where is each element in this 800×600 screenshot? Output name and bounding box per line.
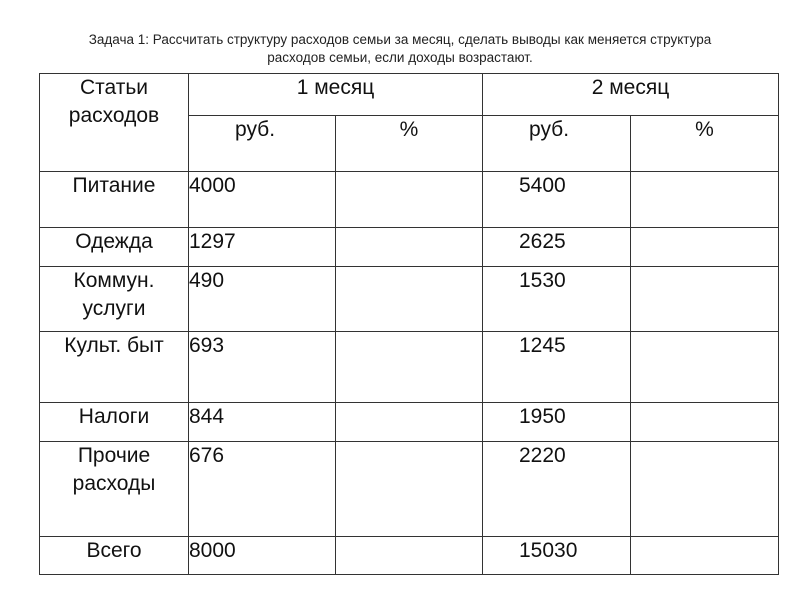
month-2-percent-cell — [631, 228, 779, 267]
month-2-percent-cell — [631, 332, 779, 403]
month-1-rub-header: руб. — [189, 116, 336, 172]
expense-item-name — [40, 332, 189, 403]
month-1-rub-cell: 490 — [189, 267, 336, 332]
expense-item-name-line-2: услуги — [82, 297, 146, 320]
month-2-rub-cell: 1530 — [483, 267, 631, 332]
expense-item-name — [40, 172, 189, 228]
task-statement-line-1: Задача 1: Рассчитать структуру расходов семьи за месяц, сделать выводы как меняется структура — [88, 32, 712, 47]
month-2-percent-cell — [631, 172, 779, 228]
month-1-percent-cell — [336, 332, 483, 403]
table-row — [40, 403, 779, 442]
month-2-header: 2 месяц — [483, 74, 779, 116]
expense-structure-table — [39, 73, 779, 575]
table-row — [40, 228, 779, 267]
expense-items-header-line-2: расходов — [68, 104, 160, 127]
month-2-rub-cell: 2220 — [483, 442, 631, 537]
expense-item-name — [40, 267, 189, 332]
month-2-percent-cell — [631, 537, 779, 575]
month-2-rub-cell: 5400 — [483, 172, 631, 228]
month-2-percent-cell — [631, 403, 779, 442]
expense-item-name-line-1: Культ. быт — [64, 334, 164, 357]
expense-item-name-line-1: Питание — [72, 174, 156, 197]
month-2-percent-header: % — [631, 116, 779, 172]
month-2-percent-cell — [631, 267, 779, 332]
expense-item-name-line-1: Всего — [86, 539, 142, 562]
total-row — [40, 537, 779, 575]
table-row — [40, 267, 779, 332]
table-row — [40, 332, 779, 403]
month-1-percent-cell — [336, 228, 483, 267]
expense-item-name — [40, 537, 189, 575]
table-row — [40, 172, 779, 228]
month-2-rub-cell: 2625 — [483, 228, 631, 267]
month-1-rub-cell: 1297 — [189, 228, 336, 267]
expense-item-name-line-1: Одежда — [75, 230, 153, 253]
month-2-rub-cell: 1245 — [483, 332, 631, 403]
task-statement — [20, 31, 780, 67]
expense-item-name-line-1: Налоги — [78, 405, 150, 428]
month-1-header: 1 месяц — [189, 74, 483, 116]
table-row — [40, 442, 779, 537]
month-1-percent-cell — [336, 442, 483, 537]
month-1-percent-cell — [336, 403, 483, 442]
expense-item-name — [40, 403, 189, 442]
expense-item-name — [40, 442, 189, 537]
task-statement-line-2: расходов семьи, если доходы возрастают. — [267, 50, 533, 65]
month-2-percent-cell — [631, 442, 779, 537]
month-1-percent-cell — [336, 537, 483, 575]
expense-item-name — [40, 228, 189, 267]
month-2-rub-cell: 1950 — [483, 403, 631, 442]
month-1-percent-cell — [336, 172, 483, 228]
expense-items-header — [40, 74, 189, 172]
expense-item-name-line-1: Прочие — [77, 444, 151, 467]
month-2-rub-header: руб. — [483, 116, 631, 172]
month-1-rub-cell: 676 — [189, 442, 336, 537]
expense-items-header-line-1: Статьи — [79, 76, 149, 99]
expense-item-name-line-1: Коммун. — [73, 269, 155, 292]
expense-item-name-line-2: расходы — [72, 472, 156, 495]
month-1-rub-cell: 4000 — [189, 172, 336, 228]
month-1-percent-header: % — [336, 116, 483, 172]
month-1-rub-cell: 693 — [189, 332, 336, 403]
month-1-rub-cell: 8000 — [189, 537, 336, 575]
month-1-percent-cell — [336, 267, 483, 332]
month-2-rub-cell: 15030 — [483, 537, 631, 575]
header-row-months — [40, 74, 779, 116]
month-1-rub-cell: 844 — [189, 403, 336, 442]
